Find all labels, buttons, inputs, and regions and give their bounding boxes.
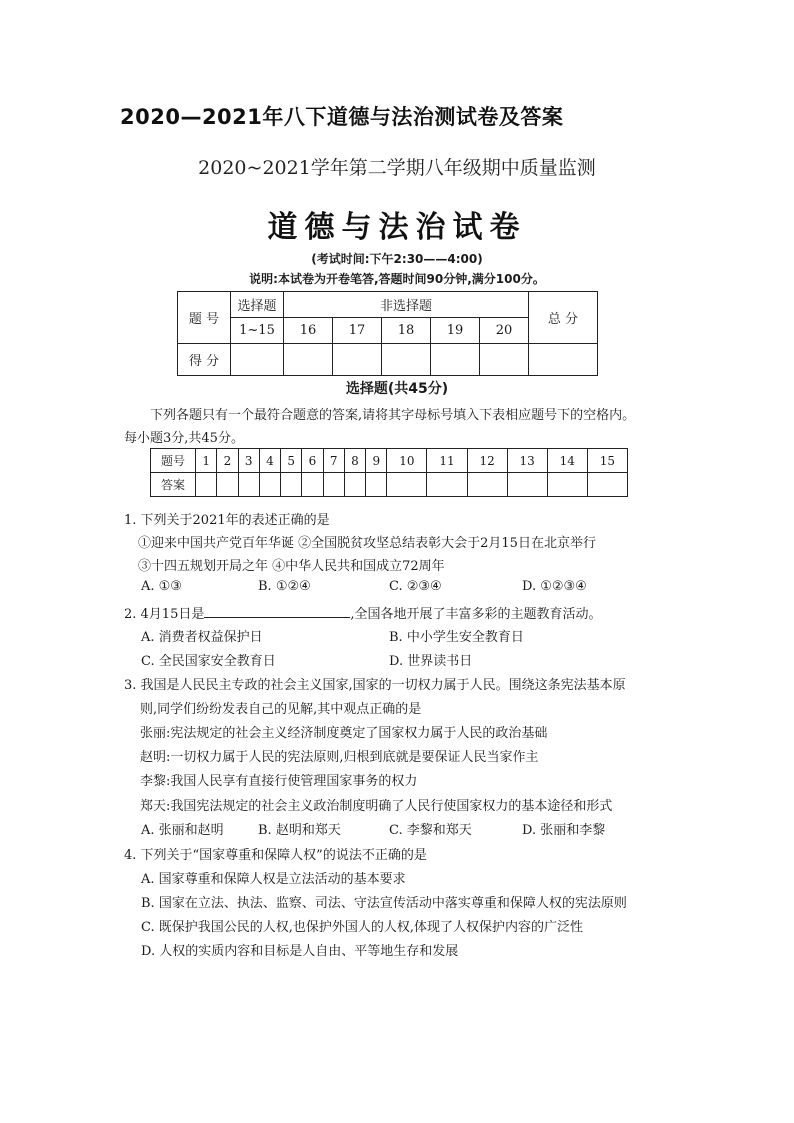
- answer-number-cell: 5: [281, 449, 302, 473]
- answer-number-cell: 1: [196, 449, 217, 473]
- answer-label-number: 题号: [151, 449, 196, 473]
- score-col: 20: [480, 318, 529, 344]
- answer-cell[interactable]: [387, 473, 427, 497]
- score-cell[interactable]: [431, 344, 480, 376]
- question-3-view: 赵明:一切权力属于人民的宪法原则,归根到底就是要保证人民当家作主: [140, 750, 539, 765]
- answer-table: [150, 448, 628, 497]
- question-4-option-a: A. 国家尊重和保障人权是立法活动的基本要求: [141, 872, 406, 887]
- answer-number-cell: 14: [547, 449, 587, 473]
- score-label-nonchoice: 非选择题: [284, 292, 529, 318]
- question-3-view: 李黎:我国人民享有直接行使管理国家事务的权力: [140, 774, 418, 789]
- question-1-item-line: ①迎来中国共产党百年华诞 ②全国脱贫攻坚总结表彰大会于2月15日在北京举行: [138, 536, 596, 551]
- score-cell[interactable]: [231, 344, 284, 376]
- section-instruction: 下列各题只有一个最符合题意的答案,请将其字母标号填入下表相应题号下的空格内。: [150, 408, 636, 423]
- answer-number-cell: 15: [587, 449, 627, 473]
- section-instruction-2: 每小题3分,共45分。: [124, 431, 244, 446]
- question-1-option-b: B. ①②④: [258, 579, 311, 594]
- answer-cell[interactable]: [259, 473, 280, 497]
- question-4-option-b: B. 国家在立法、执法、监察、司法、守法宣传活动中落实尊重和保障人权的宪法原则: [141, 896, 627, 911]
- score-label-score: 得 分: [178, 344, 231, 376]
- answer-number-cell: 4: [259, 449, 280, 473]
- answer-number-cell: 8: [344, 449, 365, 473]
- answer-cell[interactable]: [427, 473, 467, 497]
- answer-cell[interactable]: [344, 473, 365, 497]
- score-col: 19: [431, 318, 480, 344]
- question-3-view: 张丽:宪法规定的社会主义经济制度奠定了国家权力属于人民的政治基础: [140, 726, 548, 741]
- document-title: 2020—2021年八下道德与法治测试卷及答案: [120, 105, 564, 129]
- question-2-blank: [204, 604, 350, 618]
- answer-cell[interactable]: [196, 473, 217, 497]
- answer-cell[interactable]: [217, 473, 238, 497]
- answer-number-cell: 9: [366, 449, 387, 473]
- question-1-stem: 1. 下列关于2021年的表述正确的是: [124, 513, 330, 528]
- answer-cell[interactable]: [323, 473, 344, 497]
- question-2-stem: [124, 603, 602, 622]
- question-4-stem: 4. 下列关于“国家尊重和保障人权”的说法不正确的是: [124, 848, 427, 863]
- score-cell[interactable]: [284, 344, 333, 376]
- answer-cell[interactable]: [507, 473, 547, 497]
- question-3-option-c: C. 李黎和郑天: [389, 823, 472, 838]
- question-3-option-d: D. 张丽和李黎: [522, 823, 606, 838]
- question-2-stem-start: 2. 4月15日是: [124, 607, 205, 622]
- answer-number-cell: 11: [427, 449, 467, 473]
- score-cell[interactable]: [382, 344, 431, 376]
- score-col-choice-range: 1~15: [231, 318, 284, 344]
- score-col: 16: [284, 318, 333, 344]
- answer-number-cell: 6: [302, 449, 323, 473]
- answer-number-cell: 2: [217, 449, 238, 473]
- section-heading: 选择题(共45分): [345, 381, 449, 397]
- score-col: 18: [382, 318, 431, 344]
- exam-note: 说明:本试卷为开卷笔答,答题时间90分钟,满分100分。: [249, 272, 545, 286]
- question-1-item-line: ③十四五规划开局之年 ④中华人民共和国成立72周年: [138, 559, 445, 574]
- answer-cell[interactable]: [302, 473, 323, 497]
- answer-label-answer: 答案: [151, 473, 196, 497]
- question-2-option-d: D. 世界读书日: [389, 654, 473, 669]
- exam-title: 道德与法治试卷: [267, 210, 527, 245]
- question-2-option-b: B. 中小学生安全教育日: [389, 630, 524, 645]
- question-1-option-c: C. ②③④: [389, 579, 442, 594]
- question-2-stem-end: ,全国各地开展了丰富多彩的主题教育活动。: [350, 607, 602, 622]
- exam-subtitle: 2020~2021学年第二学期八年级期中质量监测: [198, 157, 596, 179]
- score-cell-total[interactable]: [529, 344, 598, 376]
- answer-number-cell: 7: [323, 449, 344, 473]
- question-3-stem: 3. 我国是人民民主专政的社会主义国家,国家的一切权力属于人民。围绕这条宪法基本原: [124, 678, 626, 693]
- answer-cell[interactable]: [467, 473, 507, 497]
- question-3-stem-cont: 则,同学们纷纷发表自己的见解,其中观点正确的是: [140, 702, 422, 717]
- question-1-option-a: A. ①③: [141, 579, 182, 594]
- answer-cell[interactable]: [547, 473, 587, 497]
- question-4-option-d: D. 人权的实质内容和目标是人自由、平等地生存和发展: [141, 944, 459, 959]
- answer-number-cell: 13: [507, 449, 547, 473]
- question-2-option-c: C. 全民国家安全教育日: [141, 654, 276, 669]
- score-label-total: 总 分: [529, 292, 598, 344]
- score-table: [177, 291, 598, 376]
- answer-number-cell: 3: [238, 449, 259, 473]
- answer-number-cell: 10: [387, 449, 427, 473]
- question-2-option-a: A. 消费者权益保护日: [141, 630, 263, 645]
- answer-cell[interactable]: [587, 473, 627, 497]
- question-3-view: 郑天:我国宪法规定的社会主义政治制度明确了人民行使国家权力的基本途径和形式: [140, 799, 613, 814]
- score-cell[interactable]: [333, 344, 382, 376]
- exam-time: (考试时间:下午2:30——4:00): [311, 252, 483, 266]
- question-3-option-a: A. 张丽和赵明: [141, 823, 224, 838]
- question-1-option-d: D. ①②③④: [522, 579, 587, 594]
- score-cell[interactable]: [480, 344, 529, 376]
- answer-cell[interactable]: [238, 473, 259, 497]
- answer-cell[interactable]: [366, 473, 387, 497]
- score-label-choice: 选择题: [231, 292, 284, 318]
- answer-number-cell: 12: [467, 449, 507, 473]
- score-col: 17: [333, 318, 382, 344]
- question-4-option-c: C. 既保护我国公民的人权,也保护外国人的人权,体现了人权保护内容的广泛性: [141, 920, 584, 935]
- score-label-number: 题 号: [178, 292, 231, 344]
- question-3-option-b: B. 赵明和郑天: [258, 823, 341, 838]
- answer-cell[interactable]: [281, 473, 302, 497]
